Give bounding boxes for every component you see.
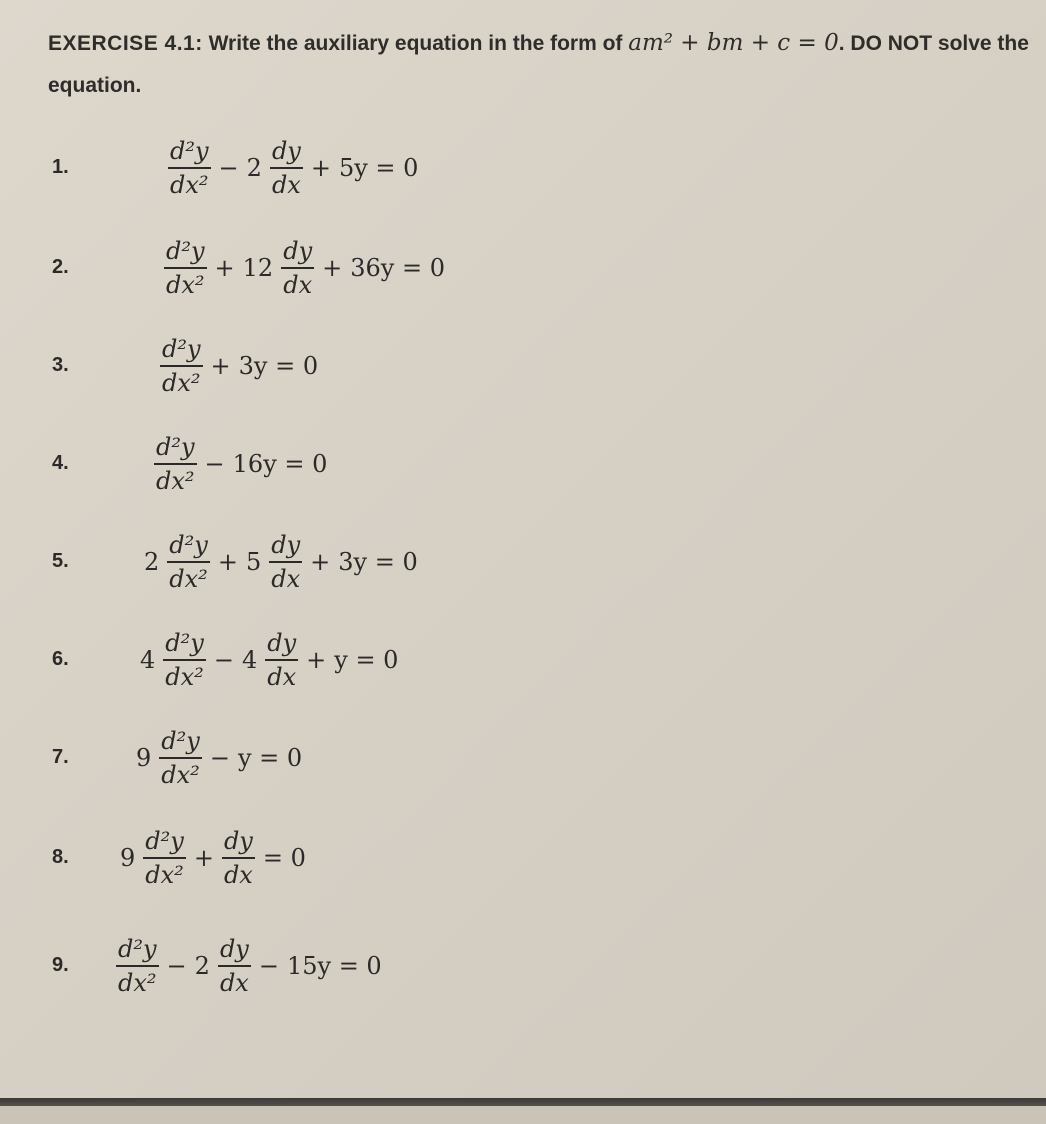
second-derivative: $\frac{\text{d²y}}{\text{dx²}}$ xyxy=(165,629,204,691)
problem-6 xyxy=(0,620,700,700)
second-derivative: $\frac{\text{d²y}}{\text{dx²}}$ xyxy=(170,137,209,199)
problem-8 xyxy=(0,818,700,898)
equation: 2 $\frac{\text{d²y}}{\text{dx²}}$ + 5 $\frac{dy}{dx}$ + 3y = 0 xyxy=(144,531,418,593)
first-derivative: $\frac{dy}{dx}$ xyxy=(267,629,297,691)
page-bottom-edge xyxy=(0,1098,1046,1106)
first-derivative: $\frac{dy}{dx}$ xyxy=(271,531,301,593)
problem-number: 1. xyxy=(52,156,69,178)
problem-number: 5. xyxy=(52,550,69,572)
problem-4 xyxy=(0,424,700,504)
equation: 9 $\frac{\text{d²y}}{\text{dx²}}$ − y = 0 xyxy=(136,727,303,789)
problem-number: 9. xyxy=(52,954,69,976)
equation: $\frac{\text{d²y}}{\text{dx²}}$ + 12 $\frac{dy}{dx}$ + 36y = 0 xyxy=(166,237,445,299)
auxiliary-form: am² + bm + c = 0 xyxy=(628,30,839,56)
problem-1 xyxy=(0,128,700,208)
equation: $\frac{\text{d²y}}{\text{dx²}}$ − 16y = 0 xyxy=(156,433,328,495)
problem-2 xyxy=(0,228,700,308)
first-derivative: $\frac{dy}{dx}$ xyxy=(223,827,253,889)
second-derivative: $\frac{\text{d²y}}{\text{dx²}}$ xyxy=(169,531,208,593)
instruction-text: Write the auxiliary equation in the form of xyxy=(208,32,623,55)
instruction-text-2: . DO NOT solve the equation. xyxy=(48,32,1029,97)
problem-3 xyxy=(0,326,700,406)
second-derivative: $\frac{\text{d²y}}{\text{dx²}}$ xyxy=(118,935,157,997)
first-derivative: $\frac{dy}{dx}$ xyxy=(271,137,301,199)
problem-number: 3. xyxy=(52,354,69,376)
equation: $\frac{\text{d²y}}{\text{dx²}}$ − 2 $\frac{dy}{dx}$ + 5y = 0 xyxy=(170,137,419,199)
surface-below-page xyxy=(0,1106,1046,1124)
second-derivative: $\frac{\text{d²y}}{\text{dx²}}$ xyxy=(156,433,195,495)
problem-number: 8. xyxy=(52,846,69,868)
exercise-label: EXERCISE 4.1: xyxy=(48,32,203,55)
problem-number: 6. xyxy=(52,648,69,670)
second-derivative: $\frac{\text{d²y}}{\text{dx²}}$ xyxy=(162,335,201,397)
first-derivative: $\frac{dy}{dx}$ xyxy=(283,237,313,299)
first-derivative: $\frac{dy}{dx}$ xyxy=(219,935,249,997)
equation: $\frac{\text{d²y}}{\text{dx²}}$ + 3y = 0 xyxy=(162,335,319,397)
second-derivative: $\frac{\text{d²y}}{\text{dx²}}$ xyxy=(161,727,200,789)
equation: 4 $\frac{\text{d²y}}{\text{dx²}}$ − 4 $\frac{dy}{dx}$ + y = 0 xyxy=(140,629,399,691)
problem-number: 7. xyxy=(52,746,69,768)
problem-number: 2. xyxy=(52,256,69,278)
problem-5 xyxy=(0,522,700,602)
exercise-instruction xyxy=(48,22,1038,107)
second-derivative: $\frac{\text{d²y}}{\text{dx²}}$ xyxy=(145,827,184,889)
second-derivative: $\frac{\text{d²y}}{\text{dx²}}$ xyxy=(166,237,205,299)
problem-9 xyxy=(0,926,700,1006)
equation: 9 $\frac{\text{d²y}}{\text{dx²}}$ + $\frac{dy}{dx}$ = 0 xyxy=(120,827,306,889)
problem-number: 4. xyxy=(52,452,69,474)
problem-7 xyxy=(0,718,700,798)
equation: $\frac{\text{d²y}}{\text{dx²}}$ − 2 $\frac{dy}{dx}$ − 15y = 0 xyxy=(118,935,382,997)
